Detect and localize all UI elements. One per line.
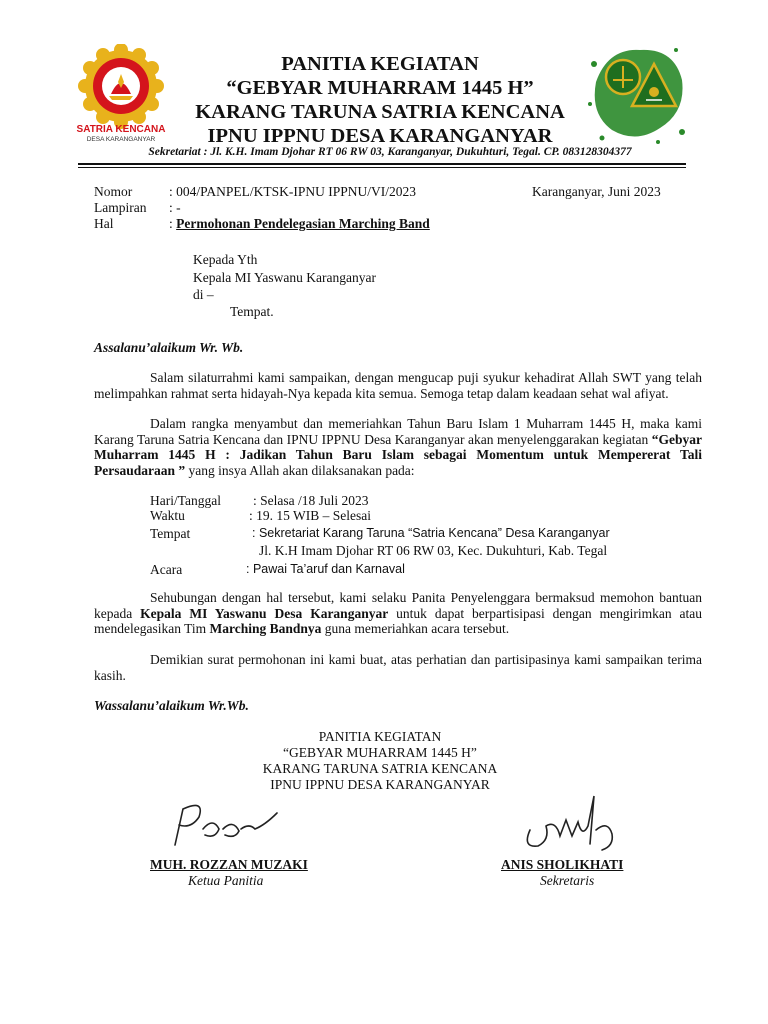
paragraph-3-text-c: guna memeriahkan acara tersebut. [321, 621, 510, 636]
paragraph-3-text-b: untuk dapat berpartisipasi dengan mengirimkan atau mendelegasikan Tim [94, 605, 703, 636]
sekretaris-name: ANIS SHOLIKHATI [501, 857, 624, 872]
sign-line-1: PANITIA KEGIATAN [318, 729, 442, 744]
paragraph-3-recipient: Kepala MI Yaswanu Desa Karanganyar [140, 605, 389, 621]
header-rule-thick [78, 163, 686, 165]
letterhead-title [150, 52, 610, 148]
place-value-address: Jl. K.H Imam Djohar RT 06 RW 03, Kec. Dukuhturi, Kab. Tegal [259, 543, 608, 558]
place-date: Karanganyar, Juni 2023 [532, 184, 661, 199]
sekretaris-role: Sekretaris [540, 873, 595, 888]
sign-line-4: IPNU IPPNU DESA KARANGANYAR [270, 777, 490, 792]
recipient-line-3: di – [193, 287, 214, 302]
event-value: : Pawai Ta’aruf dan Karnaval [246, 562, 405, 576]
paragraph-2 [94, 416, 702, 478]
paragraph-4 [94, 652, 702, 683]
letterhead-address: Sekretariat : Jl. K.H. Imam Djohar RT 06 RW 03, Karanganyar, Dukuhturi, Tegal. CP. 083128304377 [148, 146, 632, 158]
sign-line-3: KARANG TARUNA SATRIA KENCANA [262, 761, 498, 776]
recipient-line-2: Kepala MI Yaswanu Karanganyar [193, 270, 376, 285]
time-label: Waktu [150, 508, 185, 523]
signature-block-title [200, 729, 560, 793]
paragraph-1-text: Salam silaturrahmi kami sampaikan, dengan mengucap puji syukur kehadirat Allah SWT yang telah melimpahkan rahmat serta hidayah-Nya kepada kita semua. Semoga tetap dalam keadaan sehat wal afiyat. [94, 370, 702, 401]
paragraph-3-marching-band: Marching Bandnya [209, 621, 322, 636]
closing-salutation: Wassalanu’alaikum Wr.Wb. [94, 698, 249, 713]
place-value: : Sekretariat Karang Taruna “Satria Kencana” Desa Karanganyar [252, 526, 610, 540]
letterhead-line-2: “GEBYAR MUHARRAM 1445 H” [226, 77, 534, 99]
paragraph-4-text: Demikian surat permohonan ini kami buat, atas perhatian dan partisipasinya kami sampaikan terima kasih. [94, 652, 702, 683]
nomor-value: : 004/PANPEL/KTSK-IPNU IPPNU/VI/2023 [169, 184, 417, 199]
date-label: Hari/Tanggal [150, 493, 222, 508]
paragraph-2-text-a: Dalam rangka menyambut dan memeriahkan Tahun Baru Islam 1 Muharram 1445 H, maka kami Karang Taruna Satria Kencana dan IPNU IPPNU Desa Karanganyar akan menyelenggarakan kegiatan [94, 416, 702, 447]
hal-colon: : [169, 216, 177, 231]
hal-label: Hal [94, 216, 114, 231]
lampiran-label: Lampiran [94, 200, 147, 215]
place-label: Tempat [150, 526, 191, 541]
recipient-line-4: Tempat. [230, 304, 274, 319]
greeting: Assalanu’alaikum Wr. Wb. [94, 340, 244, 355]
header-rule-thin [78, 167, 686, 168]
paragraph-3 [94, 590, 702, 637]
event-label: Acara [150, 562, 183, 577]
lampiran-value: : - [169, 200, 181, 215]
paragraph-2-event-title: “Gebyar Muharram 1445 H : Jadikan Tahun Baru Islam sebagai Momentum untuk Mempererat Tali Persaudaraan ” [94, 431, 702, 478]
logo-sub-text: DESA KARANGANYAR [86, 136, 156, 143]
letterhead-line-1: PANITIA KEGIATAN [281, 53, 479, 75]
paragraph-1 [94, 370, 702, 401]
sign-line-2: “GEBYAR MUHARRAM 1445 H” [283, 745, 477, 760]
recipient-line-1: Kepada Yth [193, 252, 258, 267]
hal-value: Permohonan Pendelegasian Marching Band [176, 216, 430, 231]
sekretaris-signature-icon [516, 790, 626, 860]
letterhead-line-4: IPNU IPPNU DESA KARANGANYAR [207, 125, 553, 147]
ketua-name: MUH. ROZZAN MUZAKI [150, 857, 308, 872]
paragraph-2-text-b: yang insya Allah akan dilaksanakan pada: [185, 462, 415, 478]
ketua-role: Ketua Panitia [188, 873, 264, 888]
ketua-signature-icon [165, 795, 285, 855]
nomor-label: Nomor [94, 184, 133, 199]
letterhead-line-3: KARANG TARUNA SATRIA KENCANA [195, 101, 565, 123]
paragraph-3-text-a: Sehubungan dengan hal tersebut, kami selaku Panita Penyelenggara bermaksud memohon bantuan kepada [94, 590, 702, 621]
time-value: : 19. 15 WIB – Selesai [249, 508, 371, 523]
logo-name-text: SATRIA KENCANA [76, 124, 166, 135]
hal-line [169, 216, 430, 232]
date-value: : Selasa /18 Juli 2023 [253, 493, 369, 508]
